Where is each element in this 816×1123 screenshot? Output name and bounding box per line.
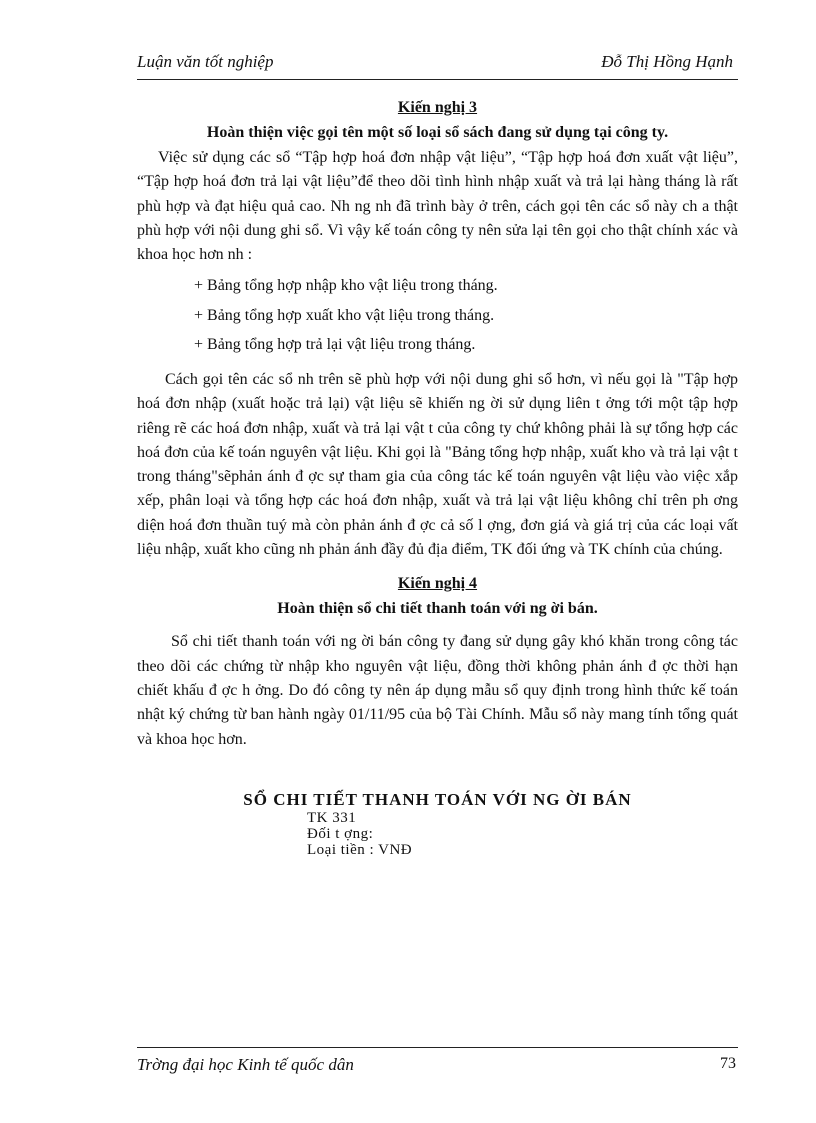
- ledger-currency: Loại tiền : VNĐ: [307, 841, 413, 858]
- footer-left: Trờng đại học Kinh tế quốc dân: [137, 1055, 354, 1074]
- section3-bullet-list: [137, 271, 738, 360]
- ledger-counterparty: Đối t ợng:: [307, 825, 374, 842]
- ledger-account: TK 331: [307, 809, 357, 826]
- page-content: [137, 96, 738, 858]
- list-item: + Bảng tổng hợp trả lại vật liệu trong tháng.: [194, 336, 476, 354]
- section4-heading: Kiến nghị 4: [397, 575, 478, 593]
- section4-paragraph-1: Sổ chi tiết thanh toán với ng ời bán công ty đang sử dụng gây khó khăn trong công tác theo dõi các chứng từ nhập kho nguyên vật liệu, đồng thời không phản ánh đ ợc thời hạn chiết khấu đ ợc h ởng. Do đó công ty nên áp dụng mẫu sổ quy định trong hình thức kế toán nhật ký chứng từ ban hành ngày 01/11/95 của bộ Tài Chính. Mẫu sổ này mang tính tổng quát và khoa học hơn.: [137, 633, 738, 748]
- list-item: + Bảng tổng hợp xuất kho vật liệu trong tháng.: [194, 306, 495, 324]
- header-rule: [137, 79, 738, 80]
- section4-subheading: Hoàn thiện sổ chi tiết thanh toán với ng ời bán.: [277, 600, 598, 618]
- section3-paragraph-2: Cách gọi tên các sổ nh trên sẽ phù hợp với nội dung ghi sổ hơn, vì nếu gọi là "Tập hợp hoá đơn nhập (xuất hoặc trả lại) vật liệu sẽ khiến ng ời sử dụng liên t ởng tới một tập hợp riêng rẽ các hoá đơn nhập, xuất và trả lại vật t của công ty chứ không phải là sự tổng hợp các hoá đơn của kế toán nguyên vật liệu. Khi gọi là "Bảng tổng hợp nhập, xuất kho và trả lại vật t trong tháng"sẽphản ánh đ ợc sự tham gia của công tác kế toán nguyên vật liệu vào việc xắp xếp, phân loại và tổng hợp các hoá đơn nhập, xuất và trả lại vật liệu không chỉ trên ph ơng diện hoá đơn thuần tuý mà còn phản ánh đ ợc cả số l ợng, đơn giá và giá trị của các loại vất liệu nhập, xuất kho cũng nh phản ánh đầy đủ địa điểm, TK đối ứng và TK chính của chúng.: [137, 370, 738, 559]
- section3-subheading: Hoàn thiện việc gọi tên một số loại sổ sách đang sử dụng tại công ty.: [206, 124, 669, 141]
- section3-paragraph-1: Việc sử dụng các sổ “Tập hợp hoá đơn nhập vật liệu”, “Tập hợp hoá đơn xuất vật liệu”, “Tập hợp hoá đơn trả lại vật liệu”để theo dõi tình hình nhập xuất và trả lại hàng tháng là rất phù hợp và đạt hiệu quả cao. Nh ng nh đã trình bày ở trên, cách gọi tên các sổ này ch a thật phù hợp với nội dung ghi sổ. Vì vậy kế toán công ty nên sửa lại tên gọi cho thật chính xác và khoa học hơn nh :: [137, 149, 738, 264]
- list-item: + Bảng tổng hợp nhập kho vật liệu trong tháng.: [194, 277, 498, 295]
- ledger-title: SỔ CHI TIẾT THANH TOÁN VỚI NG ỜI BÁN: [243, 789, 632, 809]
- page-number: 73: [720, 1055, 736, 1072]
- header-left: Luận văn tốt nghiệp: [137, 52, 274, 71]
- header-right: Đỗ Thị Hồng Hạnh: [601, 52, 733, 71]
- footer-rule: [137, 1047, 738, 1048]
- section3-heading: Kiến nghị 3: [397, 99, 478, 116]
